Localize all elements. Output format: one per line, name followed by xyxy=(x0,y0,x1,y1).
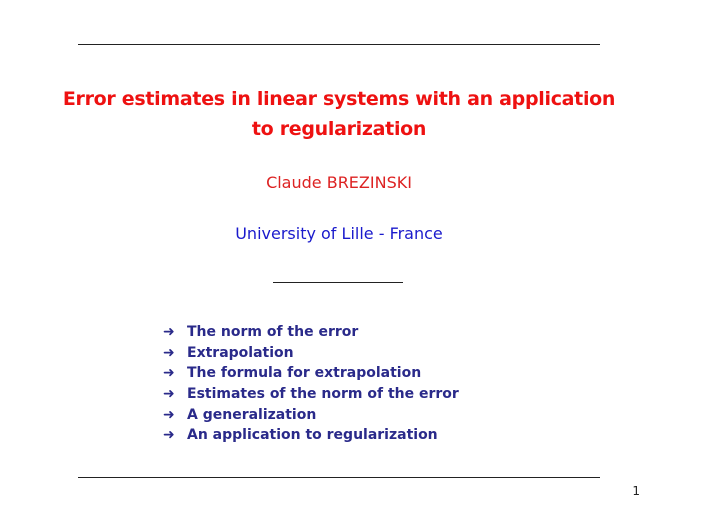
outline-item-label: Estimates of the norm of the error xyxy=(187,386,459,403)
right-arrow-icon: ➜ xyxy=(163,365,175,382)
author-affiliation: University of Lille - France xyxy=(235,224,443,243)
bottom-rule xyxy=(78,477,600,478)
outline-item-label: An application to regularization xyxy=(187,427,438,444)
right-arrow-icon: ➜ xyxy=(163,427,175,444)
outline-item-label: A generalization xyxy=(187,406,317,423)
outline-item xyxy=(163,322,459,343)
right-arrow-icon: ➜ xyxy=(163,344,175,361)
outline-list xyxy=(163,322,459,446)
outline-item-label: The norm of the error xyxy=(187,324,359,340)
outline-item xyxy=(163,384,459,405)
outline-item xyxy=(163,405,459,426)
right-arrow-icon: ➜ xyxy=(163,386,175,403)
outline-item-label: Extrapolation xyxy=(187,344,294,361)
outline-item xyxy=(163,425,459,446)
top-rule xyxy=(78,44,600,45)
right-arrow-icon: ➜ xyxy=(163,406,175,423)
slide-title-line-2: to regularization xyxy=(251,118,427,140)
outline-item-label: The formula for extrapolation xyxy=(187,365,422,382)
author-name: Claude BREZINSKI xyxy=(266,173,412,192)
slide-title-line-1: Error estimates in linear systems with an application xyxy=(62,88,616,110)
right-arrow-icon: ➜ xyxy=(163,324,175,340)
outline-item xyxy=(163,343,459,364)
page-number: 1 xyxy=(632,484,640,498)
middle-rule xyxy=(273,282,403,283)
outline-item xyxy=(163,363,459,384)
